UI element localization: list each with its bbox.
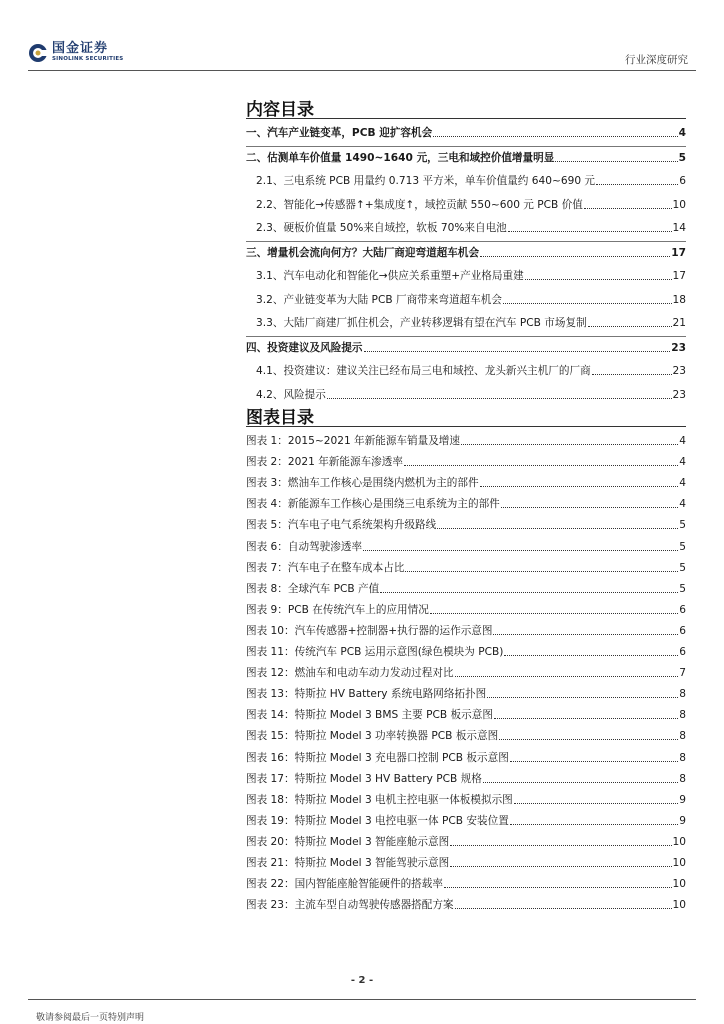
- entry-page-number: 17: [671, 247, 686, 259]
- entry-title: 图表 13：特斯拉 HV Battery 系统电路网络拓扑图: [246, 688, 487, 700]
- entry-title: 图表 8：全球汽车 PCB 产值: [246, 583, 380, 595]
- entry-title: 2.3、硬板价值量 50%来自域控，软板 70%来自电池: [256, 222, 507, 234]
- dot-leader: [499, 736, 678, 740]
- figure-list-entry[interactable]: [246, 495, 686, 511]
- entry-page-number: 6: [679, 646, 686, 658]
- toc-chapter-entry[interactable]: [246, 124, 686, 140]
- disclaimer-text: 敬请参阅最后一页特别声明: [36, 1013, 145, 1023]
- entry-page-number: 8: [679, 773, 686, 785]
- dot-leader: [455, 905, 672, 909]
- page-number: - 2 -: [350, 975, 374, 986]
- entry-page-number: 10: [672, 199, 686, 211]
- entry-page-number: 21: [672, 317, 686, 329]
- entry-title: 图表 10：汽车传感器+控制器+执行器的运作示意图: [246, 625, 493, 637]
- figure-list-entry[interactable]: [246, 875, 686, 891]
- entry-title: 图表 15：特斯拉 Model 3 功率转换器 PCB 板示意图: [246, 730, 499, 742]
- toc-chapter-entry[interactable]: [246, 149, 686, 165]
- entry-title: 3.2、产业链变革为大陆 PCB 厂商带来弯道超车机会: [256, 294, 502, 306]
- entry-title: 图表 22：国内智能座舱智能硬件的搭载率: [246, 878, 443, 890]
- entry-title: 图表 18：特斯拉 Model 3 电机主控电驱一体板模拟示图: [246, 794, 513, 806]
- contents-title-rule: [246, 118, 686, 119]
- toc-chapter-entry[interactable]: [246, 339, 686, 355]
- dot-leader: [510, 758, 678, 762]
- entry-page-number: 10: [672, 878, 686, 890]
- entry-page-number: 5: [679, 541, 686, 553]
- logo-english-name: SINOLINK SECURITIES: [52, 56, 124, 62]
- entry-page-number: 4: [679, 435, 686, 447]
- entry-page-number: 6: [679, 625, 686, 637]
- entry-page-number: 7: [679, 667, 686, 679]
- entry-title: 图表 9：PCB 在传统汽车上的应用情况: [246, 604, 429, 616]
- entry-page-number: 5: [679, 562, 686, 574]
- entry-title: 3.1、汽车电动化和智能化→供应关系重塑+产业格局重建: [256, 270, 524, 282]
- figures-title: 图表目录: [246, 408, 314, 428]
- dot-leader: [596, 181, 678, 185]
- dot-leader: [430, 610, 678, 614]
- toc-section-entry[interactable]: [246, 362, 686, 378]
- figure-list-entry[interactable]: [246, 685, 686, 701]
- entry-page-number: 8: [679, 688, 686, 700]
- dot-leader: [494, 715, 678, 719]
- figure-list-entry[interactable]: [246, 601, 686, 617]
- chapter-divider: [246, 336, 686, 337]
- dot-leader: [450, 842, 671, 846]
- figure-list-entry[interactable]: [246, 432, 686, 448]
- entry-title: 2.2、智能化→传感器↑+集成度↑，域控贡献 550~600 元 PCB 价值: [256, 199, 583, 211]
- dot-leader: [487, 694, 678, 698]
- toc-section-entry[interactable]: [246, 386, 686, 402]
- chapter-divider: [246, 241, 686, 242]
- figure-list-entry[interactable]: [246, 770, 686, 786]
- dot-leader: [584, 205, 672, 209]
- entry-page-number: 9: [679, 815, 686, 827]
- dot-leader: [501, 504, 678, 508]
- dot-leader: [437, 525, 678, 529]
- dot-leader: [503, 300, 672, 304]
- figure-list-entry[interactable]: [246, 580, 686, 596]
- toc-section-entry[interactable]: [246, 314, 686, 330]
- entry-page-number: 4: [678, 127, 686, 139]
- entry-title: 一、汽车产业链变革，PCB 迎扩容机会: [246, 127, 433, 139]
- dot-leader: [480, 483, 679, 487]
- entry-title: 图表 2：2021 年新能源车渗透率: [246, 456, 403, 468]
- entry-title: 图表 1：2015~2021 年新能源车销量及增速: [246, 435, 460, 447]
- entry-title: 图表 20：特斯拉 Model 3 智能座舱示意图: [246, 836, 450, 848]
- entry-page-number: 17: [672, 270, 686, 282]
- entry-title: 图表 6：自动驾驶渗透率: [246, 541, 363, 553]
- toc-section-entry[interactable]: [246, 196, 686, 212]
- entry-page-number: 4: [679, 498, 686, 510]
- figure-list-entry[interactable]: [246, 453, 686, 469]
- chapter-divider: [246, 146, 686, 147]
- figure-list-entry[interactable]: [246, 791, 686, 807]
- dot-leader: [380, 589, 678, 593]
- company-logo: [28, 42, 123, 63]
- dot-leader: [483, 779, 678, 783]
- dot-leader: [455, 673, 679, 677]
- entry-page-number: 9: [679, 794, 686, 806]
- entry-title: 图表 4：新能源车工作核心是围绕三电系统为主的部件: [246, 498, 500, 510]
- dot-leader: [504, 652, 678, 656]
- entry-page-number: 4: [679, 456, 686, 468]
- entry-page-number: 23: [672, 389, 686, 401]
- dot-leader: [555, 158, 677, 162]
- toc-section-entry[interactable]: [246, 291, 686, 307]
- logo-chinese-name: 国金证券: [52, 41, 109, 56]
- dot-leader: [404, 462, 678, 466]
- dot-leader: [508, 228, 672, 232]
- entry-page-number: 10: [672, 836, 686, 848]
- entry-title: 图表 11：传统汽车 PCB 运用示意图(绿色模块为 PCB): [246, 646, 504, 658]
- figure-list-entry[interactable]: [246, 538, 686, 554]
- entry-title: 图表 21：特斯拉 Model 3 智能驾驶示意图: [246, 857, 450, 869]
- dot-leader: [514, 800, 678, 804]
- dot-leader: [364, 348, 671, 352]
- entry-title: 图表 17：特斯拉 Model 3 HV Battery PCB 规格: [246, 773, 482, 785]
- dot-leader: [327, 395, 672, 399]
- entry-page-number: 8: [679, 752, 686, 764]
- header-divider: [28, 70, 696, 71]
- dot-leader: [493, 631, 678, 635]
- contents-title: 内容目录: [246, 100, 314, 120]
- entry-title: 图表 19：特斯拉 Model 3 电控电驱一体 PCB 安装位置: [246, 815, 509, 827]
- dot-leader: [363, 547, 678, 551]
- report-type-label: 行业深度研究: [625, 54, 688, 66]
- figure-list-entry[interactable]: [246, 706, 686, 722]
- entry-page-number: 18: [672, 294, 686, 306]
- entry-title: 图表 3：燃油车工作核心是围绕内燃机为主的部件: [246, 477, 479, 489]
- entry-page-number: 8: [679, 730, 686, 742]
- entry-page-number: 10: [672, 899, 686, 911]
- entry-title: 图表 5：汽车电子电气系统架构升级路线: [246, 519, 437, 531]
- entry-title: 图表 12：燃油车和电动车动力发动过程对比: [246, 667, 454, 679]
- figure-list-entry[interactable]: [246, 622, 686, 638]
- entry-page-number: 5: [679, 519, 686, 531]
- entry-page-number: 6: [679, 175, 686, 187]
- figure-list-entry[interactable]: [246, 833, 686, 849]
- entry-page-number: 10: [672, 857, 686, 869]
- dot-leader: [405, 568, 678, 572]
- entry-title: 图表 14：特斯拉 Model 3 BMS 主要 PCB 板示意图: [246, 709, 493, 721]
- figure-list-entry[interactable]: [246, 474, 686, 490]
- dot-leader: [592, 371, 672, 375]
- figure-list-entry[interactable]: [246, 643, 686, 659]
- entry-page-number: 8: [679, 709, 686, 721]
- figure-list-entry[interactable]: [246, 516, 686, 532]
- entry-title: 图表 23：主流车型自动驾驶传感器搭配方案: [246, 899, 454, 911]
- toc-chapter-entry[interactable]: [246, 244, 686, 260]
- dot-leader: [510, 821, 678, 825]
- figures-title-rule: [246, 426, 686, 427]
- figure-list-entry[interactable]: [246, 749, 686, 765]
- figure-list-entry[interactable]: [246, 727, 686, 743]
- entry-page-number: 5: [678, 152, 686, 164]
- dot-leader: [480, 253, 670, 257]
- entry-title: 三、增量机会流向何方？大陆厂商迎弯道超车机会: [246, 247, 480, 259]
- figure-list-entry[interactable]: [246, 559, 686, 575]
- entry-page-number: 4: [679, 477, 686, 489]
- dot-leader: [450, 863, 671, 867]
- figure-list-entry[interactable]: [246, 664, 686, 680]
- entry-title: 二、估测单车价值量 1490~1640 元，三电和域控价值增量明显: [246, 152, 555, 164]
- figure-list-entry[interactable]: [246, 812, 686, 828]
- sinolink-logo-icon: [28, 43, 48, 63]
- toc-section-entry[interactable]: [246, 267, 686, 283]
- footer-divider: [28, 999, 696, 1000]
- entry-page-number: 6: [679, 604, 686, 616]
- entry-title: 图表 7：汽车电子在整车成本占比: [246, 562, 405, 574]
- toc-section-entry[interactable]: [246, 172, 686, 188]
- entry-page-number: 5: [679, 583, 686, 595]
- entry-page-number: 14: [672, 222, 686, 234]
- figure-list-entry[interactable]: [246, 896, 686, 912]
- dot-leader: [525, 276, 672, 280]
- dot-leader: [433, 133, 677, 137]
- figure-list-entry[interactable]: [246, 854, 686, 870]
- entry-page-number: 23: [671, 342, 686, 354]
- entry-title: 图表 16：特斯拉 Model 3 充电器口控制 PCB 板示意图: [246, 752, 509, 764]
- entry-title: 2.1、三电系统 PCB 用量约 0.713 平方米，单车价值量约 640~690 元: [256, 175, 596, 187]
- entry-title: 4.2、风险提示: [256, 389, 326, 401]
- dot-leader: [461, 441, 678, 445]
- entry-title: 四、投资建议及风险提示: [246, 342, 363, 354]
- dot-leader: [588, 323, 672, 327]
- entry-title: 4.1、投资建议：建议关注已经布局三电和域控、龙头新兴主机厂的厂商: [256, 365, 591, 377]
- dot-leader: [444, 884, 672, 888]
- toc-section-entry[interactable]: [246, 219, 686, 235]
- entry-title: 3.3、大陆厂商建厂抓住机会，产业转移逻辑有望在汽车 PCB 市场复制: [256, 317, 587, 329]
- page-header: [0, 0, 724, 75]
- entry-page-number: 23: [672, 365, 686, 377]
